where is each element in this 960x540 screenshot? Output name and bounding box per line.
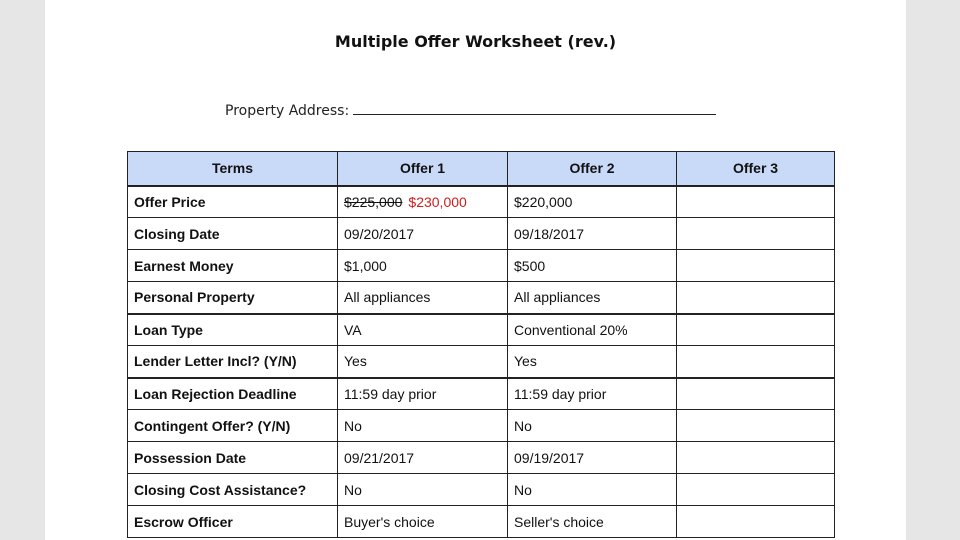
offer-3-cell xyxy=(677,250,835,282)
offer-1-cell: 09/21/2017 xyxy=(338,442,508,474)
term-cell: Escrow Officer xyxy=(128,506,338,538)
offer-3-cell xyxy=(677,346,835,378)
term-cell: Offer Price xyxy=(128,186,338,218)
term-cell: Closing Date xyxy=(128,218,338,250)
offer-1-cell xyxy=(338,186,508,218)
offer-1-cell: Buyer's choice xyxy=(338,506,508,538)
revised-price: $230,000 xyxy=(408,193,467,210)
term-cell: Contingent Offer? (Y/N) xyxy=(128,410,338,442)
table-row xyxy=(128,250,835,282)
offer-1-cell: Yes xyxy=(338,346,508,378)
offer-1-cell: $1,000 xyxy=(338,250,508,282)
property-address-label: Property Address: xyxy=(225,103,350,119)
offer-3-cell xyxy=(677,410,835,442)
offer-2-cell: Yes xyxy=(508,346,677,378)
offer-1-cell: All appliances xyxy=(338,282,508,314)
offer-2-cell: No xyxy=(508,474,677,506)
table-row xyxy=(128,474,835,506)
term-cell: Possession Date xyxy=(128,442,338,474)
header-terms: Terms xyxy=(128,152,338,186)
table-row xyxy=(128,506,835,538)
term-cell: Earnest Money xyxy=(128,250,338,282)
offer-3-cell xyxy=(677,474,835,506)
offer-2-cell: 09/18/2017 xyxy=(508,218,677,250)
table-row xyxy=(128,442,835,474)
offer-1-cell: No xyxy=(338,474,508,506)
worksheet-page xyxy=(45,0,906,540)
offer-2-cell: Seller's choice xyxy=(508,506,677,538)
table-row xyxy=(128,410,835,442)
struck-price: $225,000 xyxy=(344,193,403,210)
offer-2-cell: $500 xyxy=(508,250,677,282)
header-offer-2: Offer 2 xyxy=(508,152,677,186)
table-header-row xyxy=(128,152,835,186)
offer-3-cell xyxy=(677,186,835,218)
offer-2-cell: 11:59 day prior xyxy=(508,378,677,410)
header-offer-3: Offer 3 xyxy=(677,152,835,186)
term-cell: Loan Type xyxy=(128,314,338,346)
property-address-blank-line xyxy=(353,100,716,115)
offer-3-cell xyxy=(677,442,835,474)
offer-3-cell xyxy=(677,282,835,314)
offer-3-cell xyxy=(677,506,835,538)
term-cell: Personal Property xyxy=(128,282,338,314)
property-address xyxy=(225,100,716,120)
term-cell: Loan Rejection Deadline xyxy=(128,378,338,410)
offer-2-cell: All appliances xyxy=(508,282,677,314)
term-cell: Closing Cost Assistance? xyxy=(128,474,338,506)
document-title: Multiple Offer Worksheet (rev.) xyxy=(334,32,617,51)
offer-2-cell: Conventional 20% xyxy=(508,314,677,346)
header-offer-1: Offer 1 xyxy=(338,152,508,186)
offer-comparison-table xyxy=(127,151,835,538)
offer-1-cell: No xyxy=(338,410,508,442)
offer-1-cell: VA xyxy=(338,314,508,346)
offer-3-cell xyxy=(677,218,835,250)
table-row xyxy=(128,186,835,218)
offer-3-cell xyxy=(677,314,835,346)
table-row xyxy=(128,378,835,410)
table-row xyxy=(128,314,835,346)
table-row xyxy=(128,218,835,250)
table-row xyxy=(128,282,835,314)
offer-1-cell: 09/20/2017 xyxy=(338,218,508,250)
offer-2-cell: No xyxy=(508,410,677,442)
offer-3-cell xyxy=(677,378,835,410)
offer-1-cell: 11:59 day prior xyxy=(338,378,508,410)
term-cell: Lender Letter Incl? (Y/N) xyxy=(128,346,338,378)
table-row xyxy=(128,346,835,378)
offer-2-cell: $220,000 xyxy=(508,186,677,218)
offer-2-cell: 09/19/2017 xyxy=(508,442,677,474)
